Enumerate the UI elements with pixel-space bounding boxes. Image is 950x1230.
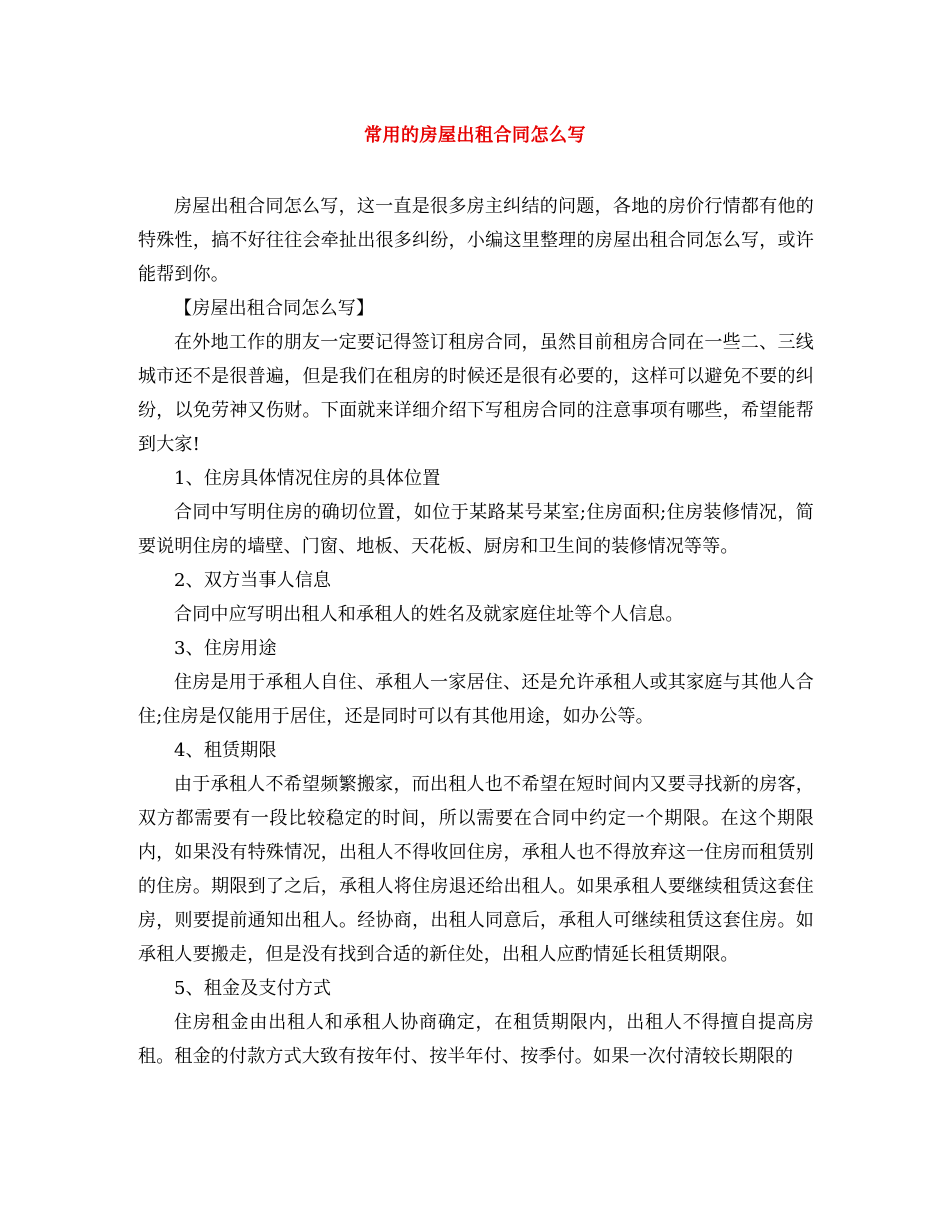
paragraph-term: 由于承租人不希望频繁搬家，而出租人也不希望在短时间内又要寻找新的房客，双方都需要有一段比较稳定的时间，所以需要在合同中约定一个期限。在这个期限内，如果没有特殊情况，出租人不得收回住房，承租人也不得放弃这一住房而租赁别的住房。期限到了之后，承租人将住房退还给出租人。如果承租人要继续租赁这套住房，则要提前通知出租人。经协商，出租人同意后，承租人可继续租赁这套住房。如承租人要搬走，但是没有找到合适的新住处，出租人应酌情延长租赁期限。 xyxy=(138,774,814,965)
paragraph-intro: 房屋出租合同怎么写，这一直是很多房主纠结的问题，各地的房价行情都有他的特殊性，搞不好往往会牵扯出很多纠纷，小编这里整理的房屋出租合同怎么写，或许能帮到你。 xyxy=(138,196,814,285)
paragraph-parties: 合同中应写明出租人和承租人的姓名及就家庭住址等个人信息。 xyxy=(174,604,684,625)
paragraph-usage: 住房是用于承租人自住、承租人一家居住、还是允许承租人或其家庭与其他人合住;住房是仅能用于居住，还是同时可以有其他用途，如办公等。 xyxy=(138,672,814,727)
section-heading-5: 5、租金及支付方式 xyxy=(174,978,332,999)
document-title: 常用的房屋出租合同怎么写 xyxy=(364,125,586,146)
paragraph-rent: 住房租金由出租人和承租人协商确定，在租赁期限内，出租人不得擅自提高房租。租金的付款方式大致有按年付、按半年付、按季付。如果一次付清较长期限的 xyxy=(138,1012,814,1067)
paragraph-heading: 【房屋出租合同怎么写】 xyxy=(174,298,375,319)
paragraph-location: 合同中写明住房的确切位置，如位于某路某号某室;住房面积;住房装修情况，简要说明住房的墙壁、门窗、地板、天花板、厨房和卫生间的装修情况等等。 xyxy=(138,502,814,557)
document-body xyxy=(138,190,814,1074)
section-heading-3: 3、住房用途 xyxy=(174,638,277,659)
paragraph-advice: 在外地工作的朋友一定要记得签订租房合同，虽然目前租房合同在一些二、三线城市还不是很普遍，但是我们在租房的时候还是很有必要的，这样可以避免不要的纠纷，以免劳神又伤财。下面就来详细介绍下写租房合同的注意事项有哪些，希望能帮到大家! xyxy=(138,332,814,455)
section-heading-2: 2、双方当事人信息 xyxy=(174,570,332,591)
section-heading-4: 4、租赁期限 xyxy=(174,740,277,761)
section-heading-1: 1、住房具体情况住房的具体位置 xyxy=(174,468,441,489)
